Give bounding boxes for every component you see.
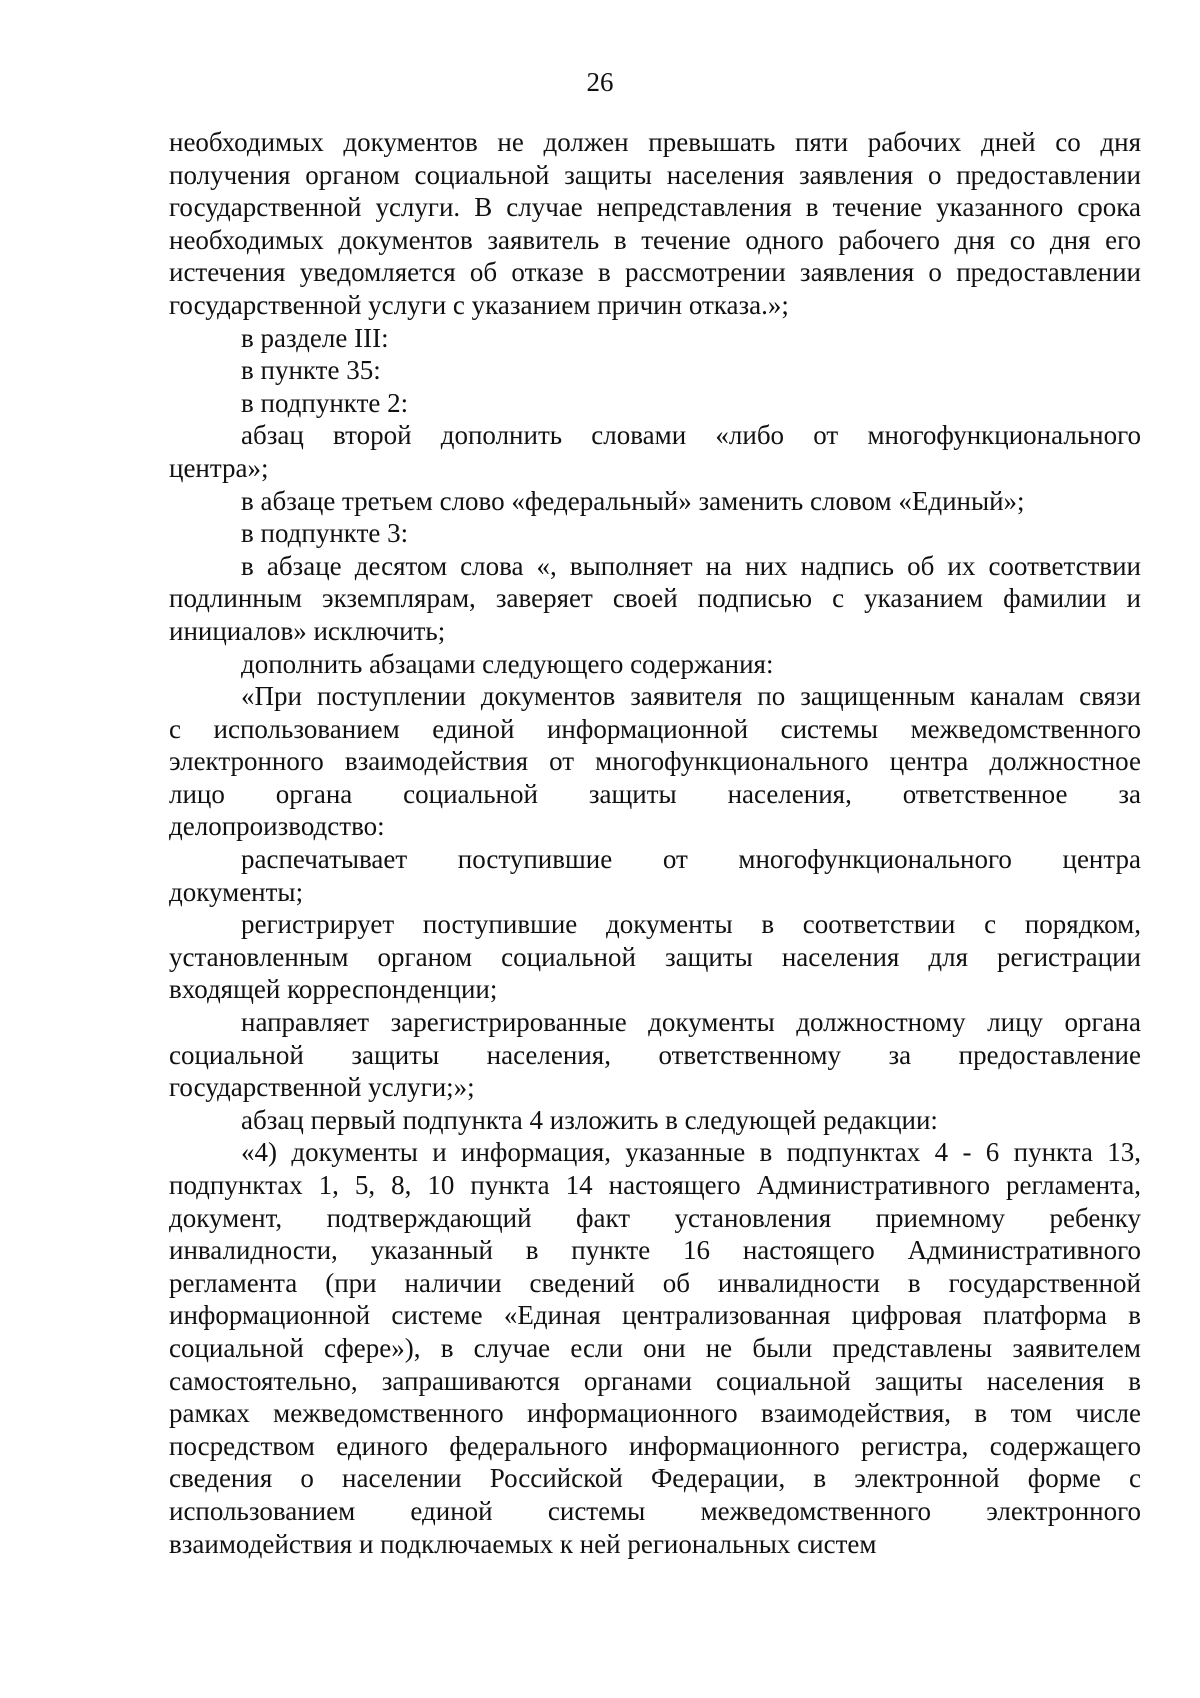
paragraph (169, 485, 1141, 518)
text-line: делопроизводство: (169, 811, 385, 842)
text-line: необходимых документов заявитель в течение одного рабочего дня со дня его (169, 224, 1141, 255)
text-line: в абзаце десятом слова «, выполняет на них надпись об их соответствии (241, 550, 1141, 581)
text-line: сведения о населении Российской Федерации, в электронной форме с (169, 1463, 1141, 1494)
text-line: инвалидности, указанный в пункте 16 настоящего Административного (169, 1235, 1141, 1266)
paragraph (169, 1104, 1141, 1137)
text-line: с использованием единой информационной системы межведомственного (169, 713, 1141, 744)
page-number: 26 (586, 67, 614, 97)
text-line: получения органом социальной защиты населения заявления о предоставлении (169, 159, 1141, 190)
text-line: распечатывает поступившие от многофункционального центра (241, 844, 1141, 875)
text-line: абзац второй дополнить словами «либо от многофункционального (241, 420, 1141, 451)
text-line: электронного взаимодействия от многофункционального центра должностное (169, 746, 1141, 777)
text-line: абзац первый подпункта 4 изложить в следующей редакции: (241, 1104, 938, 1135)
paragraph (169, 419, 1141, 484)
text-line: регламента (при наличии сведений об инвалидности в государственной (169, 1267, 1141, 1298)
document-body (169, 126, 1141, 1560)
text-line: подпунктах 1, 5, 8, 10 пункта 14 настоящего Административного регламента, (169, 1170, 1141, 1200)
text-line: лицо органа социальной защиты населения, ответственное за (169, 778, 1141, 809)
paragraph (169, 322, 1141, 355)
paragraph (169, 843, 1141, 908)
text-line: необходимых документов не должен превышать пяти рабочих дней со дня (169, 127, 1141, 157)
text-line: истечения уведомляется об отказе в рассмотрении заявления о предоставлении (169, 257, 1141, 288)
paragraph (169, 550, 1141, 648)
paragraph (169, 648, 1141, 681)
text-line: документ, подтверждающий факт установления приемному ребенку (169, 1202, 1141, 1233)
paragraph (169, 1006, 1141, 1104)
text-line: входящей корреспонденции; (169, 974, 498, 1005)
text-line: направляет зарегистрированные документы должностному лицу органа (241, 1007, 1141, 1038)
text-line: установленным органом социальной защиты населения для регистрации (169, 941, 1141, 972)
text-line: государственной услуги;»; (169, 1072, 475, 1103)
text-line: инициалов» исключить; (169, 615, 446, 646)
paragraph (169, 680, 1141, 843)
text-line: использованием единой системы межведомственного электронного (169, 1495, 1141, 1526)
text-line: в разделе III: (241, 322, 389, 353)
paragraph (169, 126, 1141, 322)
text-line: подлинным экземплярам, заверяет своей подписью с указанием фамилии и (169, 583, 1141, 614)
text-line: «При поступлении документов заявителя по защищенным каналам связи (241, 681, 1141, 712)
text-line: в пункте 35: (241, 355, 381, 386)
text-line: центра»; (169, 452, 269, 483)
text-line: государственной услуги. В случае непредставления в течение указанного срока (169, 192, 1141, 223)
paragraph (169, 354, 1141, 387)
paragraph (169, 908, 1141, 1006)
text-line: регистрирует поступившие документы в соответствии с порядком, (241, 909, 1141, 940)
text-line: взаимодействия и подключаемых к ней региональных систем (169, 1528, 877, 1559)
text-line: рамках межведомственного информационного взаимодействия, в том числе (169, 1398, 1141, 1429)
text-line: государственной услуги с указанием причин отказа.»; (169, 289, 789, 320)
text-line: в абзаце третьем слово «федеральный» заменить словом «Единый»; (241, 485, 1025, 516)
text-line: посредством единого федерального информационного регистра, содержащего (169, 1430, 1141, 1461)
paragraph (169, 387, 1141, 420)
text-line: документы; (169, 876, 304, 907)
text-line: в подпункте 2: (241, 387, 409, 418)
text-line: социальной защиты населения, ответственному за предоставление (169, 1039, 1141, 1070)
paragraph (169, 517, 1141, 550)
text-line: в подпункте 3: (241, 518, 409, 549)
paragraph (169, 1136, 1141, 1560)
text-line: самостоятельно, запрашиваются органами социальной защиты населения в (169, 1365, 1141, 1396)
text-line: информационной системе «Единая централизованная цифровая платформа в (169, 1300, 1141, 1331)
text-line: социальной сфере»), в случае если они не были представлены заявителем (169, 1332, 1141, 1363)
text-line: дополнить абзацами следующего содержания: (241, 648, 774, 679)
text-line: «4) документы и информация, указанные в подпунктах 4 - 6 пункта 13, (241, 1137, 1141, 1168)
